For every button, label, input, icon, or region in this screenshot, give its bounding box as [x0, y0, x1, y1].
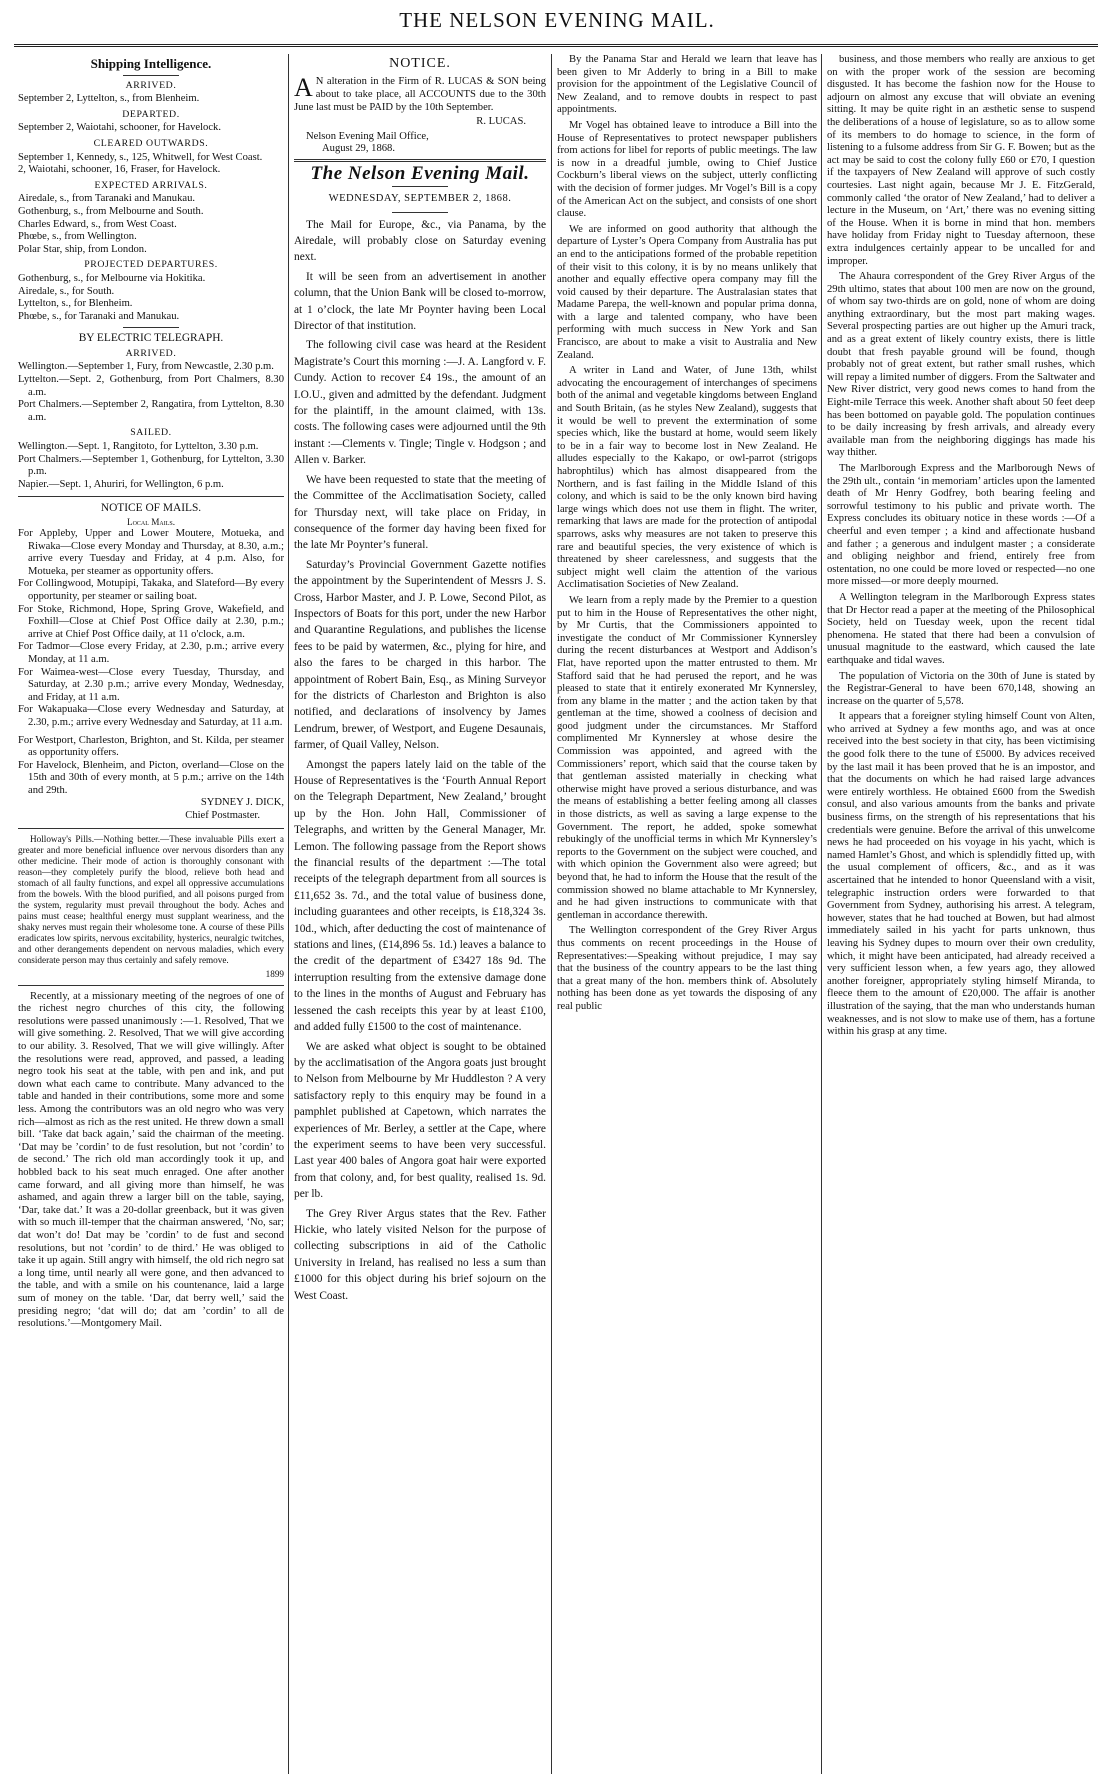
- tel-arrived-label: ARRIVED.: [125, 347, 177, 359]
- mails-heading: NOTICE OF MAILS.: [100, 502, 202, 515]
- projected-label: PROJECTED DEPARTURES.: [84, 259, 218, 271]
- list-item: September 1, Kennedy, s., 125, Whitwell, for West Coast.: [18, 151, 263, 163]
- list-item: For Appleby, Upper and Lower Moutere, Motueka, and Riwaka—Close every Monday and Thursday, at 8.30, a.m.; arrive every Tuesday and Friday, at 4 p.m. Also, for Motueka, per steamer as opportunity offers.: [18, 528, 284, 577]
- list-item: Lyttelton, s., for Blenheim.: [18, 298, 133, 310]
- list-item: For Wakapuaka—Close every Wednesday and Saturday, at 2.30, p.m.; arrive every Wednesday and Saturday, at 11 a.m.: [18, 704, 284, 728]
- news-paragraphs: [557, 54, 817, 1014]
- list-item: Gothenburg, s., from Melbourne and South.: [18, 205, 204, 217]
- column-4: [827, 54, 1095, 1776]
- notice-body: [294, 73, 546, 114]
- mails-list: [18, 528, 284, 730]
- paper-nameplate: The Nelson Evening Mail.: [310, 162, 530, 184]
- list-item: Wellington.—September 1, Fury, from Newcastle, 2.30 p.m.: [18, 361, 274, 373]
- article-paragraph: It will be seen from an advertisement in another column, that the Union Bank will be closed to-morrow, at 1 o’clock, the late Mr Poynter having been Local Director of that institution.: [294, 270, 546, 333]
- list-item: Gothenburg, s., for Melbourne via Hokitika.: [18, 272, 206, 284]
- expected-list: [18, 193, 284, 256]
- list-item: September 2, Waiotahi, schooner, for Havelock.: [18, 122, 221, 134]
- telegraph-heading: BY ELECTRIC TELEGRAPH.: [78, 332, 224, 345]
- list-item: Wellington.—Sept. 1, Rangitoto, for Lyttelton, 3.30 p.m.: [18, 441, 259, 453]
- article-paragraph: A Wellington telegram in the Marlborough Express states that Dr Hector read a paper at the meeting of the Philosophical Society, held on Tuesday week, upon the recent tidal phenomena. He stated that there had been a convulsion of unusual magnitude to the eastward, which caused the late earthquake and tidal waves.: [827, 591, 1095, 666]
- cleared-label: CLEARED OUTWARDS.: [93, 137, 209, 149]
- divider: [18, 828, 284, 829]
- list-item: For Westport, Charleston, Brighton, and St. Kilda, per steamer as opportunity offers.: [18, 734, 284, 759]
- arrived-label: ARRIVED.: [125, 79, 177, 91]
- article-paragraph: The Mail for Europe, &c., via Panama, by the Airedale, will probably close on Saturday evening next.: [294, 218, 546, 264]
- news-paragraphs: [827, 54, 1095, 1039]
- list-item: For Tadmor—Close every Friday, at 2.30, p.m.; arrive every Monday, at 11 a.m.: [18, 641, 284, 665]
- article-paragraph: We have been requested to state that the meeting of the Committee of the Acclimatisation Society, called for Thursday next, will take place on Friday, in consequence of the former day having been fixed for the late Mr Poynter’s funeral.: [294, 473, 546, 552]
- tel-arrived-list: [18, 361, 284, 424]
- list-item: September 2, Lyttelton, s., from Blenheim.: [18, 93, 200, 105]
- holloway-advert: Holloway's Pills.—Nothing better.—These invaluable Pills exert a greater and more beneficial influence over nervous disorders than any other medicine. Their mode of action is thoroughly consonant with reason—they completely purify the blood, relieve both head and stomach of all faulty functions, and expel all oppressive accumulations from the bowels. With the blood purified, and all poisons purged from the system, regularity must prevail throughout the body. Aches and pains must cease; healthful energy must supplant weariness, and the shaky nerves must regain their wholesome tone. A course of these Pills eradicates low spirits, nervous excitability, hysterics, neuralgic twitches, and other derangements dependent on nervous maladies, which every considerate person may thus certainly and safely remove.: [18, 833, 284, 965]
- notice-office: Nelson Evening Mail Office,: [306, 130, 429, 142]
- column-2: [294, 54, 546, 1776]
- list-item: Port Chalmers.—September 2, Rangatira, from Lyttelton, 8.30 a.m.: [18, 399, 284, 423]
- list-item: Lyttelton.—Sept. 2, Gothenburg, from Port Chalmers, 8.30 a.m.: [18, 374, 284, 398]
- list-item: Port Chalmers.—September 1, Gothenburg, for Lyttelton, 3.30 p.m.: [18, 453, 284, 478]
- list-item: For Stoke, Richmond, Hope, Spring Grove, Wakefield, and Foxhill—Close at Chief Post Office daily at 2.30, p.m.; arrive at Chief Post Office daily, at 11 o'clock, a.m.: [18, 603, 284, 640]
- divider: [18, 496, 284, 497]
- list-item: Napier.—Sept. 1, Ahuriri, for Wellington, 6 p.m.: [18, 478, 224, 490]
- postmaster-title: Chief Postmaster.: [185, 810, 260, 822]
- editorial-paragraphs: [294, 217, 546, 1304]
- list-item: For Collingwood, Motupipi, Takaka, and Slateford—By every opportunity, per steamer or sailing boat.: [18, 578, 284, 602]
- article-paragraph: The following civil case was heard at the Resident Magistrate’s Court this morning :—J. A. Langford v. F. Cundy. Action to recover £4 19s., the amount of an I.O.U., given and admitted by the defendant. Judgment for the plaintiff, in the amount claimed, with 13s. costs. The following cases were adjourned until the 9th instant :—Clements v. Tingle; Tingle v. Hodgson ; and Allen v. Barker.: [294, 339, 546, 467]
- article-paragraph: The Grey River Argus states that the Rev. Father Hickie, who lately visited Nelson for the purpose of collecting subscriptions in aid of the Catholic University in Ireland, has realised no less a sum than £1000 for this object during his brief sojourn on the West Coast.: [294, 1207, 546, 1302]
- column-1: [18, 54, 284, 1776]
- list-item: Airedale, s., for South.: [18, 285, 115, 297]
- article-paragraph: By the Panama Star and Herald we learn that leave has been given to Mr Adderly to bring in a Bill to make provision for the appointment of the Legislative Council of New Zealand, and to remove doubts in respect to past appointments.: [557, 54, 817, 116]
- article-paragraph: The Wellington correspondent of the Grey River Argus thus comments on recent proceedings in the House of Representatives:—Speaking without prejudice, I may say that the business of the country appears to be the last thing that a great many of the hon. members think of. Absolutely nothing has been done as yet towards the disposing of any real public: [557, 925, 817, 1012]
- article-paragraph: Amongst the papers lately laid on the table of the House of Representatives is the ‘Fourth Annual Report on the Telegraph Department, New Zealand,’ brought up by the Hon. John Hall, Commissioner of Telegraphs, and written by the General Manager, Mr. Lemon. The following passage from the Report shows the financial results of the department :—The total receipts of the telegraph department from all sources is £11,652 3s. 7d., and the total value of business done, including guarantees and other receipts, is £18,324 3s. 10d., which, after deducting the cost of maintenance of stations and lines, (£14,896 5s. 1d.) leaves a balance to the credit of the department of £3427 18s 9d. The interruption resulting from the extensive damage done to the lines in the months of August and February has lessened the cash receipts this year by at least £100, and added fully £1500 to the cost of maintenance.: [294, 758, 546, 1034]
- list-item: Charles Edward, s., from West Coast.: [18, 218, 177, 230]
- column-3: [557, 54, 817, 1776]
- list-item: Phœbe, s., for Taranaki and Manukau.: [18, 310, 180, 322]
- tel-sailed-list: [18, 441, 284, 491]
- cleared-list: [18, 152, 284, 177]
- list-item: For Waimea-west—Close every Tuesday, Thursday, and Saturday, at 2.30 p.m.; arrive every Monday, Wednesday, and Friday, at 11 a.m.: [18, 666, 284, 703]
- notice-dropcap: A: [294, 73, 313, 103]
- notice-title: NOTICE.: [389, 56, 451, 71]
- departed-label: DEPARTED.: [122, 108, 180, 120]
- article-paragraph: The Ahaura correspondent of the Grey River Argus of the 29th ultimo, states that about 100 men are now on the ground, of whom say two-thirds are on gold, none of whom are doing anything extraordinary, but the most part making wages. Several prospecting parties are out higher up the Amuri track, and as a great extent of likely country exists, there is little doubt that fresh payable ground will be found, though probably not of great extent, but rather small rushes, which will repay a limited number of diggers. From the Saltwater and New River district, very good news comes to hand from the Eight-mile Terrace this week. Another shaft about 50 feet deep has been bottomed on payable gold. The population continues to be daily increasing by fresh arrivals, and already every available man from the neighboring diggings has made his way thither.: [827, 271, 1095, 459]
- divider: [392, 212, 448, 213]
- divider: [392, 186, 448, 187]
- article-paragraph: The population of Victoria on the 30th of June is stated by the Registrar-General to have been 670,148, showing an increase on the quarter of 5,578.: [827, 670, 1095, 707]
- article-paragraph: business, and those members who really are anxious to get on with the proper work of the session are becoming disgusted. It has become the fashion now for the House to adjourn on almost any excuse that will obviate an evening sitting. It may be quite right in an æsthetic sense to suspend the deliberations of a house of legislature, so as to allow some of its members to do homage to science, in the form of listening to a fulsome address from Sir G. F. Bowen; but as the act may be said to cost the colony fully £60 or £70, I question if the taxpayers of New Zealand will approve of such costly courtesies. Last night again, because Mr J. E. FitzGerald, commonly called ‘the orator of New Zealand,’ had to deliver a lecture in the Museum, on ‘Art,’ there was no evening sitting of the House. When it is borne in mind that hon. members have holiday from Friday night to Tuesday afternoon, these extra indulgences certainly appear to be uncalled for and improper.: [827, 54, 1095, 267]
- shipping-heading: Shipping Intelligence.: [90, 56, 212, 71]
- article-paragraph: A writer in Land and Water, of June 13th, whilst advocating the encouragement of interchanges of specimens both of the animal and vegetable kingdoms between England and South Britain, (as he styles New Zealand), suggests that it would be well to prevent the extermination of some species which, like the bustard at home, would seem likely to be in a fair way to become lost in New Zealand. He alludes especially to the Kakapo, or owl-parrot (strigops habrophtilus) which has almost disappeared from the Northern, and is fast failing in the Middle Island of this colony, and which is said to be the only known bird having large wings which does not use them in flight. The writer, remarking that laws are made for the protection of antipodal sparrows, asks why measures are not taken to preserve this rare and beautiful species, the very existence of which is threatened by sheer carelessness, and suggests that the subject might well claim the attention of the various Acclimatisation Societies of New Zealand.: [557, 365, 817, 591]
- article-paragraph: We are asked what object is sought to be obtained by the acclimatisation of the Angora goats just brought to Nelson from Melbourne by Mr Huddleston ? A very satisfactory reply to this enquiry may be found in a pamphlet published at Capetown, which narrates the experiences of Mr. Berley, a settler at the Cape, where the experiment seems to have been very successful. Last year 400 bales of Angora goat hair were exported from that colony, and, for best quality, realised 1s. 9d. per lb.: [294, 1040, 546, 1201]
- article-paragraph: We are informed on good authority that although the departure of Lyster’s Opera Company from Australia has put an end to the anticipations formed of the probable repetition of their visit to this colony, it is by no means unlikely that another and equally effective opera company may fill the void caused by their departure. The Australasian states that Madame Parepa, the well-known and popular prima donna, with a large and talented company, who have been performing with much success in New York and San Francisco, are about to make a visit to Australia and New Zealand.: [557, 223, 817, 361]
- article-paragraph: We learn from a reply made by the Premier to a question put to him in the House of Representatives the other night, by Mr Curtis, that the Commissioners appointed to investigate the conduct of Mr Commissioner Kynnersley during the recent disturbances at Westport and Addison’s Flat, have reported upon the matter entrusted to them. Mr Stafford said that he had perused the report, and he was pleased to state that it entirely exonerated Mr Kynnersley, from any blame in the matter ; and the action taken by that gentleman at the time, showed a coolness of decision and good judgment under the circumstances. Mr Stafford complimented Mr Kynnersley at whose desire the Commission was appointed, and agreed with the Commissioners’ report, which said that the course taken by that gentleman assisted materially in checking what otherwise might have proved a serious disturbance, and was the means of establishing a better feeling among all classes in those districts, as well as saving a large expense to the Government. The report, he added, spoke somewhat rebukingly of the unofficial terms in which Mr Kynnersley’s reports to the Government on the subject were couched, and with which opinion the Government also were agreed; but beyond that, he had to inform the House that the result of the commission showed no blame attachable to Mr Kynnersley, and he had given instructions to communicate with that gentleman in accordance therewith.: [557, 594, 817, 921]
- holloway-number: 1899: [265, 968, 284, 979]
- notice-text: N alteration in the Firm of R. LUCAS & SON being about to take place, all ACCOUNTS due to the 30th June last must be PAID by the 10th September.: [294, 76, 546, 113]
- notice-signature: R. LUCAS.: [476, 116, 526, 128]
- missionary-story: Recently, at a missionary meeting of the negroes of one of the richest negro churches of this city, the following resolutions were passed unanimously :—1. Resolved, That we will give something. 2. Resolved, That we will give according to our ability. 3. Resolved, That we will give willingly. After the resolutions were read, approved, and passed, a leading negro took his seat at the table, with pen and ink, and put down what each came to contribute. Many advanced to the table and handed in their contributions, some more and some less. Among the contributors was an old negro who was very rich—almost as rich as the rest united. He threw down a small bill. ‘Take dat back again,’ said the chairman of the meeting. ‘Dat may be ’cordin’ to de fust resolution, but not ’cordin’ to de second.’ The rich old man accordingly took it up, and hobbled back to his seat much enraged. One after another came forward, and all giving more than himself, he was ashamed, and again threw a larger bill on the table, saying, ‘Dar, take dat.’ It was a 20-dollar greenback, but it was given with so much ill-temper that the chairman answered, ‘No, sar; dat won’t do! Dat may be ’cordin’ to de fust and second resolutions, but not ’cordin’ to de third.’ He was obliged to take it up again. Still angry with himself, the old rich negro sat a long time, until nearly all were gone, and then advanced to the table, and with a smile on his countenance, laid a large sum of money on the table. ‘Dar, dat berry well,’ said the presiding negro; ‘dat will do; dat am ’cordin’ to all de resolutions.’—Montgomery Mail.: [18, 990, 284, 1330]
- list-item: Polar Star, ship, from London.: [18, 243, 147, 255]
- projected-list: [18, 273, 284, 323]
- divider: [18, 985, 284, 986]
- divider: [123, 75, 179, 76]
- masthead: THE NELSON EVENING MAIL.: [399, 8, 715, 32]
- postmaster-name: SYDNEY J. DICK,: [200, 797, 284, 809]
- article-paragraph: Mr Vogel has obtained leave to introduce a Bill into the House of Representatives to protect newspaper publishers from actions for libel for reports of public meetings. The law is now in a dreadful jumble, owing to Chief Justice Cockburn’s liberal views on the subject, utterly conflicting with the decision of former judges. Mr Vogel’s Bill is a copy of the American Act on the subject, and consists of one short clause.: [557, 119, 817, 220]
- column-divider: [288, 54, 289, 1774]
- notice-date: August 29, 1868.: [322, 143, 395, 155]
- mails-list-2: [18, 735, 284, 798]
- departed-list: [18, 122, 284, 135]
- divider: [123, 327, 179, 328]
- list-item: For Havelock, Blenheim, and Picton, overland—Close on the 15th and 30th of every month, at 5 p.m.; arrive on the 14th and 29th.: [18, 759, 284, 796]
- divider: [294, 159, 546, 162]
- list-item: 2, Waiotahi, schooner, 16, Fraser, for Havelock.: [18, 164, 221, 176]
- expected-label: EXPECTED ARRIVALS.: [94, 179, 208, 191]
- article-paragraph: The Marlborough Express and the Marlborough News of the 29th ult., contain ‘in memoriam’ articles upon the lamented death of Mr Henry Godfrey, both bearing feeling and sorrowful testimony to his public and private worth. The Express concludes its obituary notice in these words :—Of a cheerful and even temper ; a kind and affectionate husband and father ; a generous and indulgent master ; a considerate and obliging neighbor and friend, entirely free from ostentation, no one could be more loved or respected—no one more missed—or more deeply mourned.: [827, 463, 1095, 588]
- article-paragraph: It appears that a foreigner styling himself Count von Alten, who arrived at Sydney a few months ago, and was at once received into the best society in that city, has been victimising the good folk there to the tune of £5000. By advices received by the last mail it has been proved that he is an impostor, and that the documents on which he had raised large advances were entirely worthless. He obtained £600 from the Swedish consul, and also various amounts from the banks and private business firms, on the strength of his representations that his credentials were genuine. Before the arrival of this unwelcome news he had proceeded on his voyage in his yacht, which is named Hamlet’s Ghost, and which is splendidly fitted up, with the usual complement of officers, &c., and as it was ascertained that he intended to honor Queensland with a visit, telegraphic instruction orders were forwarded to that Government from Sydney, authorising his arrest. A telegram, however, states that he had touched at Bowen, but had almost immediately sailed in his yacht for parts unknown, thus leaving his Sydney dupes to mourn over their own credulity, which, it might have been anticipated, had already received a very sufficient lesson when, a few years ago, they allowed another foreigner, appropriately styling himself Miranda, to fleece them to the amount of £20,000. The affair is another illustration of the saying, that the man who understands human weaknesses, and is not slow to make use of them, has a fortune within his grasp at any time.: [827, 711, 1095, 1038]
- column-divider: [551, 54, 552, 1774]
- list-item: Phœbe, s., from Wellington.: [18, 231, 137, 243]
- local-mails-label: Local Mails.: [126, 517, 176, 527]
- column-divider: [821, 54, 822, 1774]
- masthead-rule: [14, 44, 1098, 47]
- article-paragraph: Saturday’s Provincial Government Gazette notifies the appointment by the Superintendent of Messrs J. S. Cross, Harbor Master, and J. P. Lowe, Second Pilot, as Inspectors of Boats for this port, under the new Harbor and Quarantine Regulations, and publishes the license fees to be paid by watermen, &c., plying for hire, and also the fares to be charged in this harbor. The appointment of Robert Bain, Esq., as Mining Surveyor for the districts of Charleston and Brighton is also notified, and declarations of insolvency by James Lendrum, brewer, of Westport, and Eugene Desaunais, farmer, of Quail Valley, Nelson.: [294, 558, 546, 752]
- dateline: WEDNESDAY, SEPTEMBER 2, 1868.: [328, 193, 512, 205]
- list-item: Airedale, s., from Taranaki and Manukau.: [18, 193, 196, 205]
- arrived-list: [18, 93, 284, 106]
- tel-sailed-label: SAILED.: [130, 427, 172, 439]
